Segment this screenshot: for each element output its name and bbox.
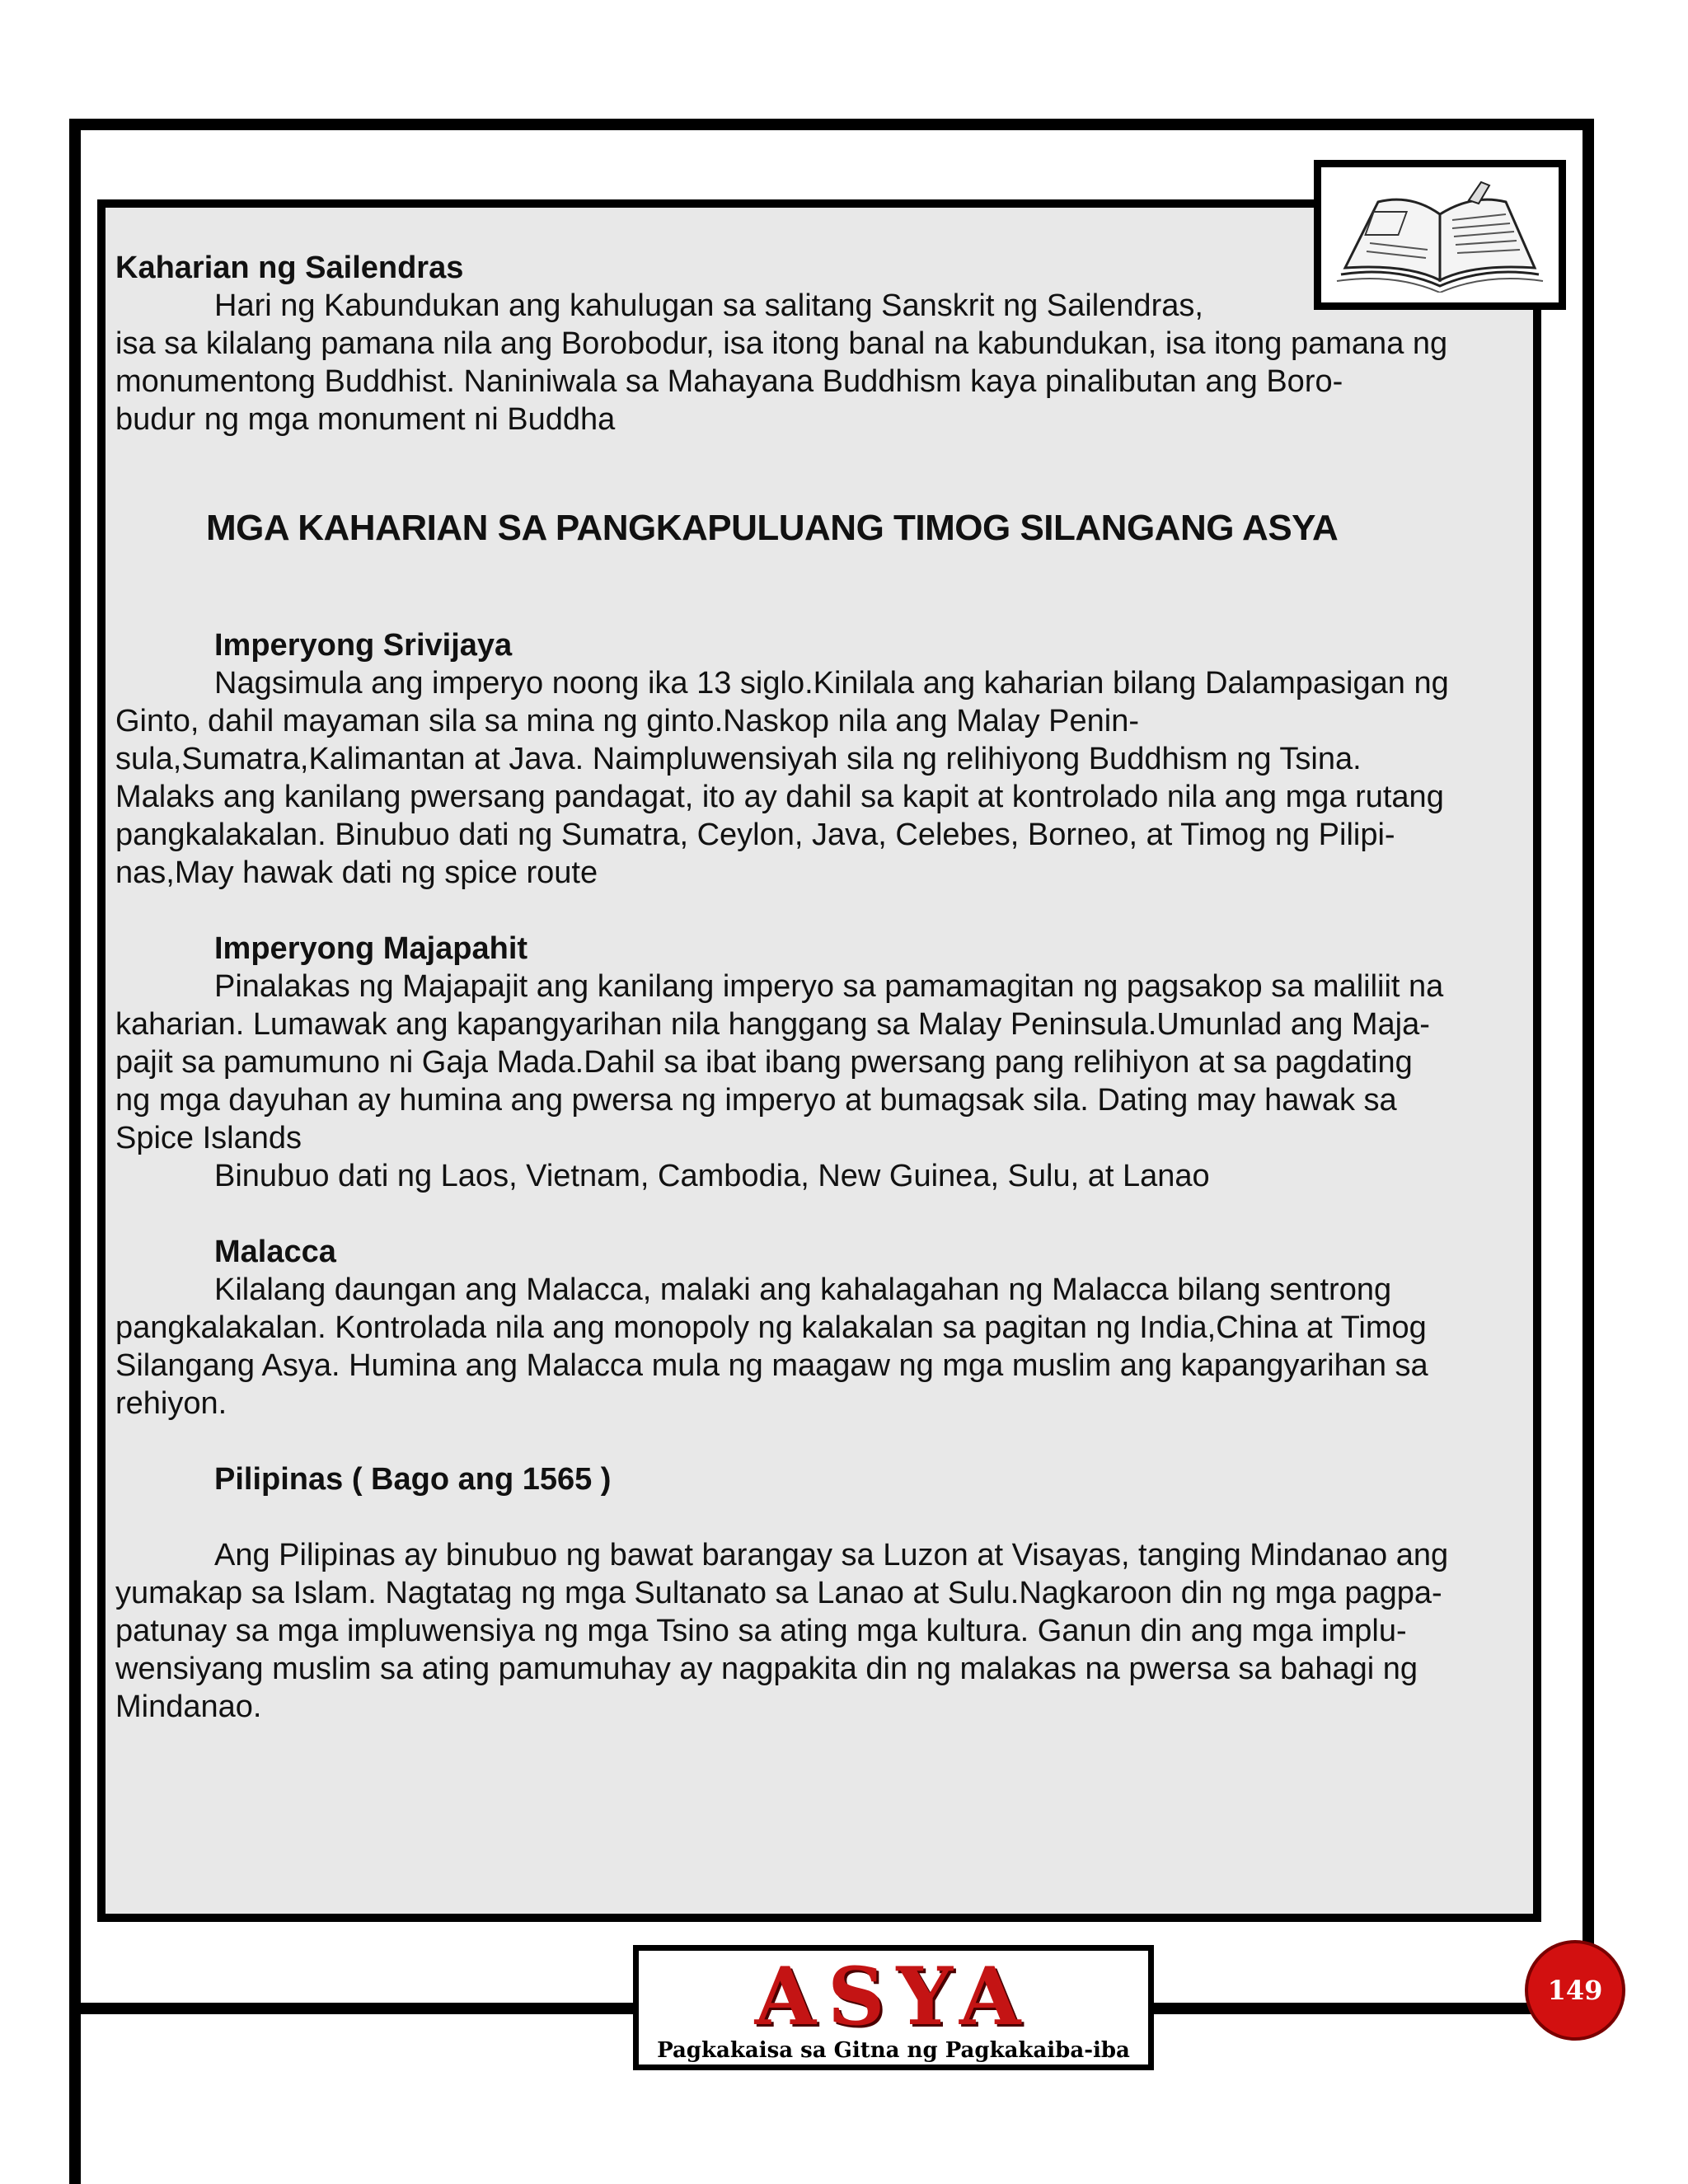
text-line: ng mga dayuhan ay humina ang pwersa ng imperyo at bumagsak sila. Dating may hawak sa xyxy=(115,1083,1397,1118)
section-heading: Pilipinas ( Bago ang 1565 ) xyxy=(214,1462,612,1497)
text-line: budur ng mga monument ni Buddha xyxy=(115,402,616,437)
text-line: Pinalakas ng Majapajit ang kanilang imperyo sa pamamagitan ng pagsakop sa maliliit na xyxy=(214,969,1444,1004)
text-line: Spice Islands xyxy=(115,1121,302,1155)
text-line: nas,May hawak dati ng spice route xyxy=(115,855,598,890)
text-line: Ginto, dahil mayaman sila sa mina ng ginto.Naskop nila ang Malay Penin- xyxy=(115,704,1139,738)
section-pilipinas xyxy=(115,1460,1533,1726)
section-heading: Imperyong Majapahit xyxy=(214,931,528,966)
section-sailendras xyxy=(115,249,1533,438)
text-line: Binubuo dati ng Laos, Vietnam, Cambodia, New Guinea, Sulu, at Lanao xyxy=(214,1159,1210,1193)
document-body xyxy=(115,249,1533,1726)
page-title: MGA KAHARIAN SA PANGKAPULUANG TIMOG SILANGANG ASYA xyxy=(206,508,1339,548)
section-majapahit xyxy=(115,930,1533,1195)
section-heading: Malacca xyxy=(214,1235,336,1269)
section-heading: Imperyong Srivijaya xyxy=(214,628,513,663)
page-number-badge: 149 xyxy=(1525,1940,1625,2041)
text-line: kaharian. Lumawak ang kapangyarihan nila hanggang sa Malay Peninsula.Umunlad ang Maja- xyxy=(115,1007,1430,1042)
text-line: patunay sa mga impluwensiya ng mga Tsino sa ating mga kultura. Ganun din ang mga implu- xyxy=(115,1614,1407,1648)
text-line: Hari ng Kabundukan ang kahulugan sa salitang Sanskrit ng Sailendras, xyxy=(214,288,1203,323)
section-heading: Kaharian ng Sailendras xyxy=(115,251,464,285)
brand-tagline: Pagkakaisa sa Gitna ng Pagkakaiba-iba xyxy=(657,2038,1130,2063)
text-line: pangkalakalan. Binubuo dati ng Sumatra, Ceylon, Java, Celebes, Borneo, at Timog ng Pilipi- xyxy=(115,818,1395,852)
text-line: Ang Pilipinas ay binubuo ng bawat barangay sa Luzon at Visayas, tanging Mindanao ang xyxy=(214,1538,1449,1572)
section-malacca xyxy=(115,1233,1533,1422)
page-frame-right xyxy=(1582,119,1594,2014)
book-title-badge xyxy=(633,1945,1154,2070)
text-line: Mindanao. xyxy=(115,1690,262,1724)
text-line: monumentong Buddhist. Naniniwala sa Mahayana Buddhism kaya pinalibutan ang Boro- xyxy=(115,364,1343,399)
page-frame-left xyxy=(69,119,81,2184)
text-line: Malaks ang kanilang pwersang pandagat, ito ay dahil sa kapit at kontrolado nila ang mga rutang xyxy=(115,780,1444,814)
text-line: Nagsimula ang imperyo noong ika 13 siglo.Kinilala ang kaharian bilang Dalampasigan ng xyxy=(214,666,1449,701)
text-line: rehiyon. xyxy=(115,1386,227,1421)
text-line: pajit sa pamumuno ni Gaja Mada.Dahil sa ibat ibang pwersang pang relihiyon at sa pagdating xyxy=(115,1045,1413,1080)
text-line: wensiyang muslim sa ating pamumuhay ay nagpakita din ng malakas na pwersa sa bahagi ng xyxy=(115,1652,1418,1686)
text-line: Silangang Asya. Humina ang Malacca mula ng maagaw ng mga muslim ang kapangyarihan sa xyxy=(115,1348,1428,1383)
brand-title: ASYA xyxy=(754,1950,1033,2043)
text-line: pangkalakalan. Kontrolada nila ang monopoly ng kalakalan sa pagitan ng India,China at Timog xyxy=(115,1310,1427,1345)
text-line: isa sa kilalang pamana nila ang Borobodur, isa itong banal na kabundukan, isa itong pamana ng xyxy=(115,326,1448,361)
page-frame-top xyxy=(69,119,1594,130)
section-srivijaya xyxy=(115,626,1533,892)
text-line: sula,Sumatra,Kalimantan at Java. Naimpluwensiyah sila ng relihiyong Buddhism ng Tsina. xyxy=(115,742,1362,776)
text-line: yumakap sa Islam. Nagtatag ng mga Sultanato sa Lanao at Sulu.Nagkaroon din ng mga pagpa- xyxy=(115,1576,1442,1610)
text-line: Kilalang daungan ang Malacca, malaki ang kahalagahan ng Malacca bilang sentrong xyxy=(214,1272,1392,1307)
